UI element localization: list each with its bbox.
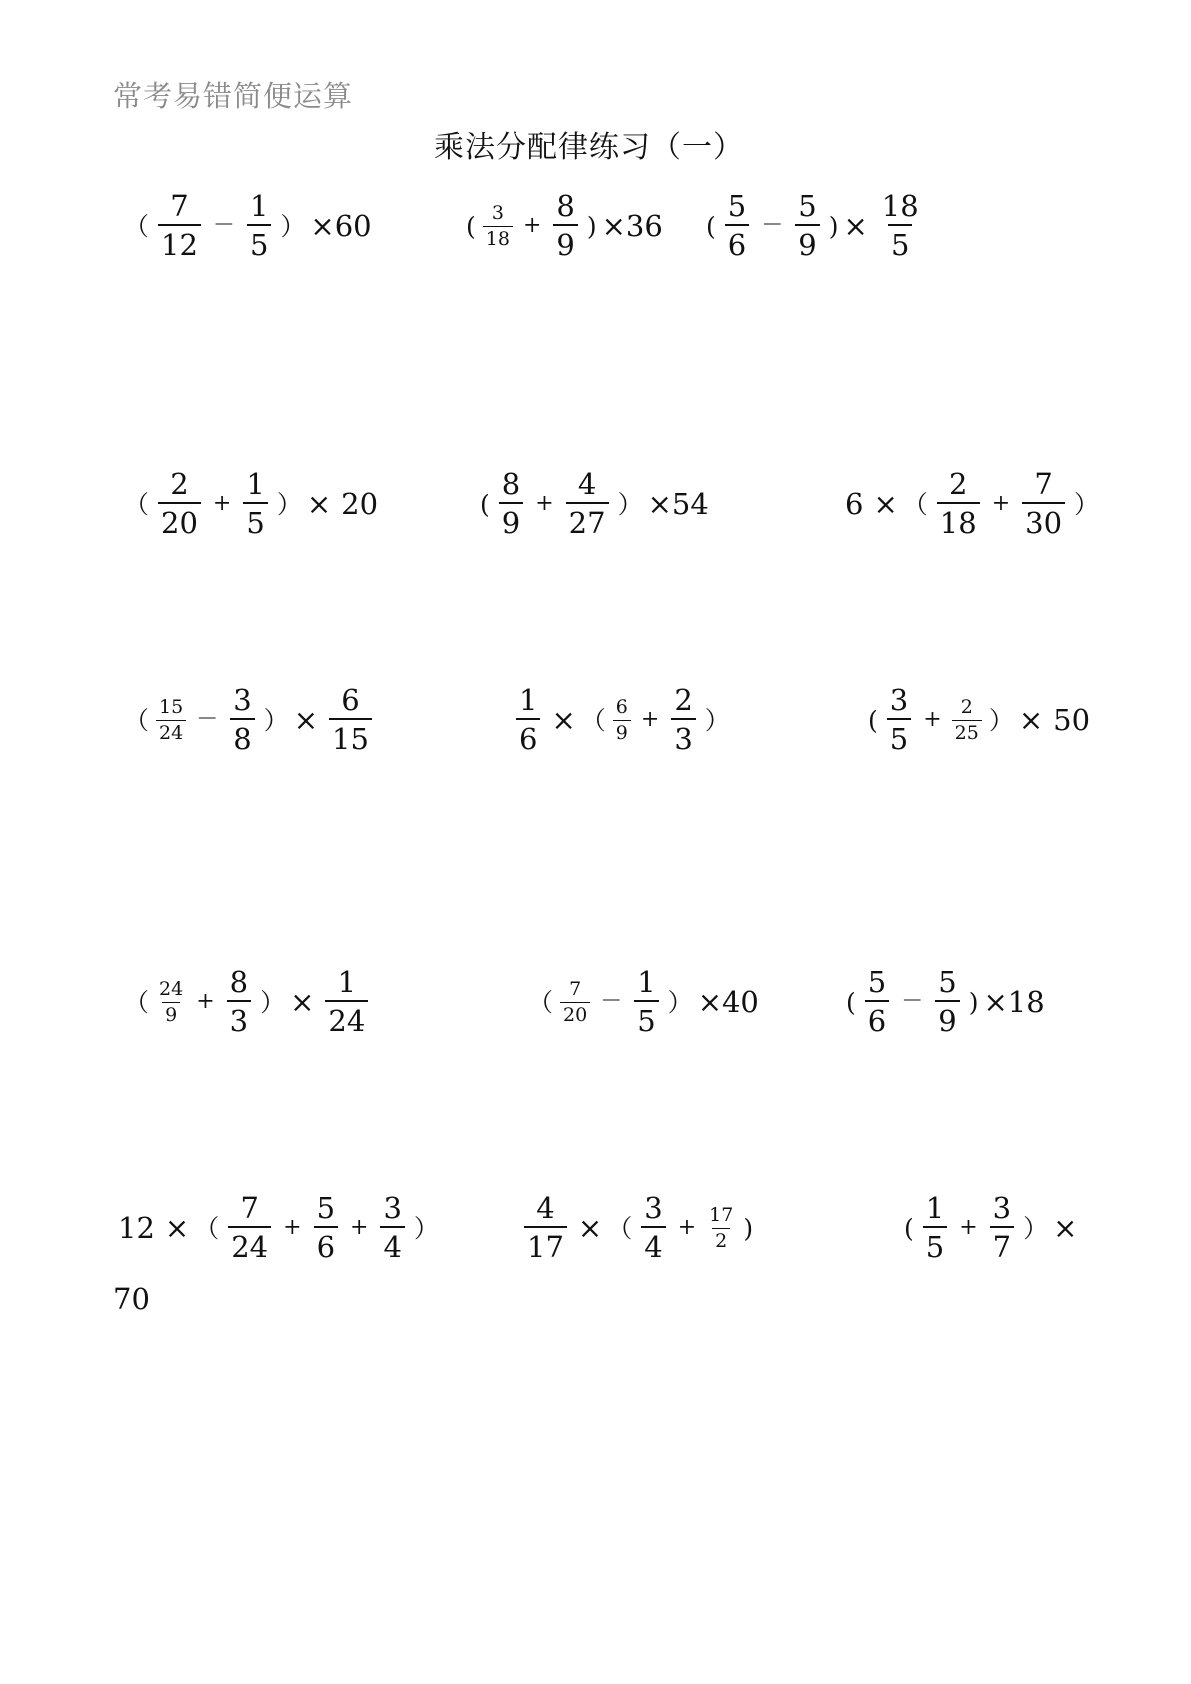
problem-3 (706, 186, 928, 266)
denominator: 6 (314, 1226, 338, 1262)
problem-13 (113, 1188, 439, 1268)
left-paren: （ (194, 1213, 220, 1243)
denominator: 5 (888, 224, 912, 260)
fraction (329, 683, 372, 756)
times-sign: × (293, 702, 318, 737)
problem-2 (466, 186, 668, 266)
denominator: 24 (228, 1226, 271, 1262)
denominator: 3 (227, 1000, 251, 1036)
numerator: 3 (233, 683, 252, 717)
denominator: 9 (795, 224, 819, 260)
numerator: 3 (889, 683, 909, 717)
numerator: 1 (519, 683, 538, 717)
denominator: 9 (935, 1000, 959, 1036)
denominator: 5 (247, 224, 271, 260)
denominator: 7 (990, 1226, 1014, 1262)
numerator: 1 (249, 189, 269, 223)
numerator: 8 (501, 467, 521, 501)
worksheet-title: 乘法分配律练习（一） (434, 130, 744, 165)
times-sign: × (1018, 702, 1044, 737)
fraction (243, 467, 267, 540)
right-paren: ） (988, 705, 1014, 735)
plus-sign: + (350, 1215, 369, 1240)
numerator: 8 (229, 965, 249, 999)
denominator: 6 (516, 718, 540, 754)
fraction (887, 683, 911, 756)
right-paren: ) (743, 1213, 754, 1243)
denominator: 5 (243, 502, 267, 538)
left-paren: （ (902, 489, 928, 519)
denominator: 25 (952, 720, 982, 743)
fraction (483, 201, 513, 250)
left-paren: （ (124, 705, 150, 735)
numerator: 1 (246, 467, 265, 501)
times-sign: × (577, 1210, 603, 1245)
fraction (865, 965, 889, 1038)
numerator: 15 (159, 695, 184, 718)
minus-sign: － (212, 213, 235, 238)
problem-5 (480, 464, 714, 544)
numerator: 1 (925, 1191, 945, 1225)
right-paren: ） (704, 705, 730, 735)
denominator: 27 (566, 502, 609, 538)
numerator: 3 (992, 1191, 1012, 1225)
denominator: 24 (325, 1000, 368, 1036)
left-paren: ( (904, 1213, 914, 1243)
right-paren: ) (828, 211, 839, 241)
problem-10 (124, 962, 374, 1042)
multiplier: 50 (1053, 702, 1091, 737)
left-paren: ( (480, 489, 490, 519)
plus-sign: + (959, 1215, 978, 1240)
numerator: 7 (569, 977, 582, 1000)
plus-sign: + (640, 707, 660, 732)
denominator: 24 (156, 720, 186, 743)
numerator: 4 (577, 467, 597, 501)
minus-sign: － (761, 213, 784, 238)
numerator: 5 (867, 965, 887, 999)
numerator: 3 (491, 201, 504, 224)
fraction (314, 1191, 338, 1264)
fraction (156, 695, 186, 744)
times-sign: × (306, 486, 332, 521)
plus-sign: + (991, 491, 1011, 516)
fraction (553, 189, 577, 262)
denominator: 9 (162, 1002, 180, 1025)
fraction (952, 695, 982, 744)
right-paren: ） (260, 987, 286, 1017)
denominator: 6 (725, 224, 749, 260)
problem-7 (124, 680, 378, 760)
fraction (725, 189, 749, 262)
numerator: 7 (170, 189, 189, 223)
numerator: 6 (341, 683, 360, 717)
numerator: 1 (337, 965, 357, 999)
fraction (227, 965, 251, 1038)
numerator: 5 (798, 189, 817, 223)
multiplier: 12 (118, 1210, 155, 1245)
numerator: 3 (383, 1191, 402, 1225)
multiplier: ×40 (697, 984, 759, 1019)
plus-sign: + (535, 491, 554, 516)
plus-sign: + (283, 1215, 302, 1240)
numerator: 8 (556, 189, 575, 223)
numerator: 17 (709, 1203, 734, 1226)
problem-12 (846, 962, 1050, 1042)
right-paren: ） (280, 211, 306, 241)
fraction (706, 1203, 736, 1252)
right-paren: ） (667, 987, 693, 1017)
fraction (516, 683, 540, 756)
numerator: 5 (727, 189, 747, 223)
denominator: 12 (158, 224, 201, 260)
plus-sign: + (923, 707, 942, 732)
fraction (158, 189, 201, 262)
denominator: 5 (887, 718, 911, 754)
right-paren: ） (1023, 1213, 1049, 1243)
fraction (524, 1191, 567, 1264)
problem-15 (904, 1188, 1082, 1268)
left-paren: （ (124, 987, 150, 1017)
multiplier: ×36 (601, 208, 663, 243)
denominator: 15 (329, 718, 372, 754)
numerator: 5 (316, 1191, 336, 1225)
right-paren: ） (413, 1213, 439, 1243)
multiplier: 6 (845, 486, 864, 521)
multiplier: ×54 (647, 486, 709, 521)
denominator: 4 (641, 1226, 665, 1262)
numerator: 7 (240, 1191, 259, 1225)
fraction (990, 1191, 1014, 1264)
problem-6 (840, 464, 1099, 544)
plus-sign: + (212, 491, 232, 516)
left-paren: （ (580, 705, 606, 735)
left-paren: ( (466, 211, 476, 241)
fraction (560, 977, 590, 1026)
denominator: 3 (671, 718, 695, 754)
denominator: 18 (937, 502, 980, 538)
minus-sign: － (196, 707, 219, 732)
multiplier: 20 (341, 486, 379, 521)
fraction (671, 683, 695, 756)
left-paren: （ (528, 987, 554, 1017)
plus-sign: + (677, 1215, 697, 1240)
numerator: 2 (170, 467, 189, 501)
fraction (795, 189, 819, 262)
denominator: 20 (560, 1002, 590, 1025)
denominator: 5 (634, 1000, 658, 1036)
right-paren: ) (586, 211, 597, 241)
minus-sign: － (901, 989, 924, 1014)
denominator: 8 (230, 718, 254, 754)
left-paren: ( (846, 987, 856, 1017)
denominator: 17 (524, 1226, 567, 1262)
numerator: 2 (674, 683, 693, 717)
left-paren: （ (124, 211, 150, 241)
numerator: 18 (881, 189, 919, 223)
times-sign: × (1053, 1210, 1078, 1245)
right-paren: ） (276, 489, 302, 519)
minus-sign: － (600, 989, 623, 1014)
multiplier: 70 (113, 1282, 150, 1316)
times-sign: × (164, 1210, 190, 1245)
denominator: 30 (1022, 502, 1065, 538)
fraction (247, 189, 271, 262)
fraction (325, 965, 368, 1038)
left-paren: ( (868, 705, 878, 735)
denominator: 5 (923, 1226, 947, 1262)
denominator: 6 (865, 1000, 889, 1036)
fraction (1022, 467, 1065, 540)
right-paren: ） (617, 489, 643, 519)
numerator: 4 (536, 1191, 555, 1225)
denominator: 18 (483, 226, 513, 249)
left-paren: （ (607, 1213, 633, 1243)
times-sign: × (843, 208, 868, 243)
denominator: 20 (158, 502, 201, 538)
denominator: 4 (380, 1226, 404, 1262)
fraction (228, 1191, 271, 1264)
page-header: 常考易错简便运算 (113, 79, 354, 113)
fraction (156, 977, 186, 1026)
fraction (634, 965, 658, 1038)
numerator: 1 (637, 965, 656, 999)
problem-8 (510, 680, 730, 760)
numerator: 6 (615, 695, 628, 718)
multiplier: ×18 (983, 984, 1045, 1019)
fraction (230, 683, 254, 756)
numerator: 2 (949, 467, 968, 501)
problem-11 (528, 962, 764, 1042)
problem-4 (124, 464, 383, 544)
fraction (641, 1191, 665, 1264)
denominator: 2 (712, 1228, 730, 1251)
problem-14 (518, 1188, 753, 1268)
right-paren: ） (263, 705, 289, 735)
numerator: 2 (960, 695, 973, 718)
fraction (566, 467, 609, 540)
denominator: 9 (499, 502, 523, 538)
numerator: 5 (938, 965, 957, 999)
numerator: 7 (1034, 467, 1053, 501)
right-paren: ) (968, 987, 979, 1017)
denominator: 9 (613, 720, 631, 743)
fraction (879, 189, 922, 262)
fraction (923, 1191, 947, 1264)
denominator: 9 (553, 224, 577, 260)
fraction (613, 695, 631, 744)
plus-sign: + (522, 213, 542, 238)
left-paren: （ (124, 489, 150, 519)
times-sign: × (290, 984, 315, 1019)
multiplier: ×60 (310, 208, 372, 243)
fraction (935, 965, 959, 1038)
plus-sign: + (196, 989, 215, 1014)
problem-9 (868, 680, 1095, 760)
numerator: 24 (159, 977, 184, 1000)
fraction (499, 467, 523, 540)
left-paren: ( (706, 211, 716, 241)
fraction (380, 1191, 404, 1264)
numerator: 3 (644, 1191, 663, 1225)
times-sign: × (873, 486, 898, 521)
times-sign: × (551, 702, 576, 737)
right-paren: ） (1074, 489, 1100, 519)
problem-1 (124, 186, 377, 266)
fraction (937, 467, 980, 540)
fraction (158, 467, 201, 540)
